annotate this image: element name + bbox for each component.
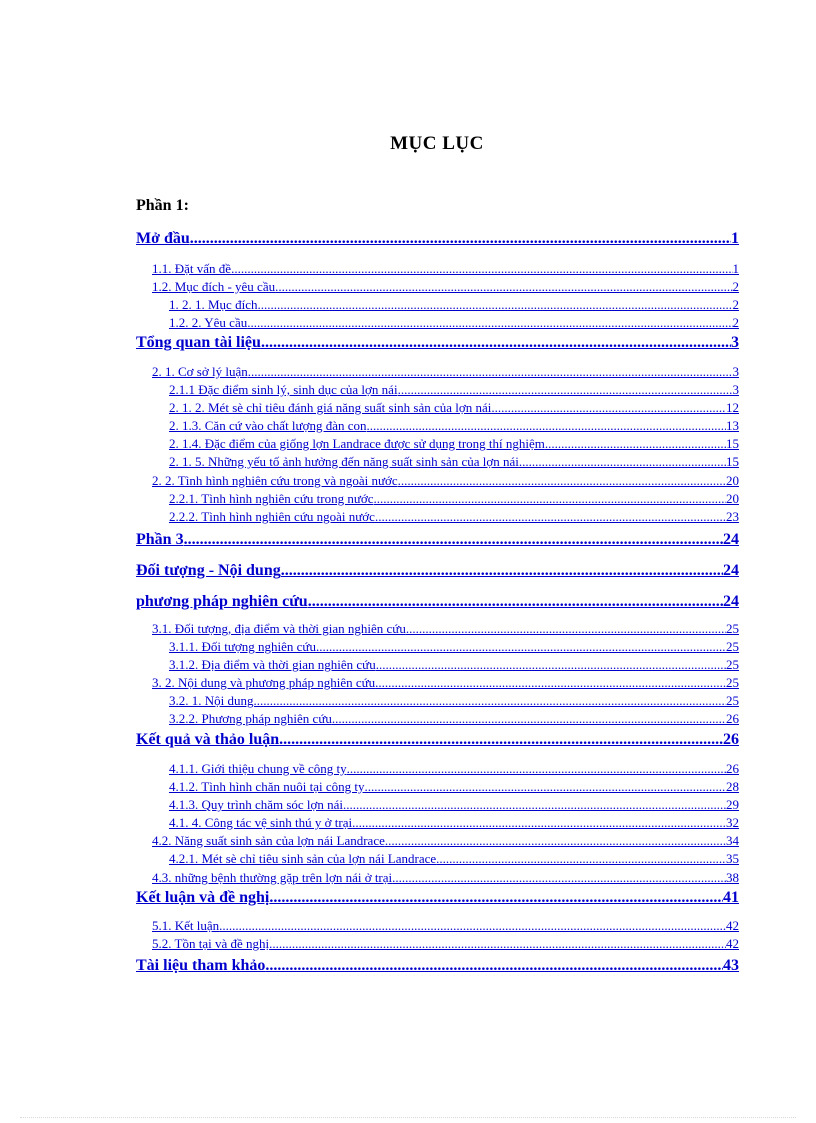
toc-entry-label: 5.1. Kết luận bbox=[152, 918, 220, 933]
toc-entry-label: 2. 1. 2. Mét sè chỉ tiêu đánh giá năng suất sinh sản của lợn nái bbox=[169, 400, 492, 415]
toc-dot-leader bbox=[375, 675, 726, 691]
toc-entry-page-number: 13 bbox=[726, 418, 739, 433]
toc-entry[interactable] bbox=[169, 657, 739, 673]
toc-entry-label: Mở đầu bbox=[136, 230, 190, 247]
toc-entry[interactable] bbox=[136, 333, 739, 353]
toc-entry[interactable] bbox=[169, 815, 739, 831]
toc-entry-label: 5.2. Tồn tại và đề nghị bbox=[152, 936, 270, 951]
toc-entry-label: 2. 1. Cơ sở lý luận bbox=[152, 364, 248, 379]
toc-dot-leader bbox=[248, 364, 733, 380]
toc-dot-leader bbox=[269, 936, 726, 952]
toc-dot-leader bbox=[352, 815, 726, 831]
toc-entry[interactable] bbox=[136, 561, 739, 581]
toc-entry[interactable] bbox=[169, 418, 739, 434]
toc-dot-leader bbox=[190, 229, 731, 249]
toc-entry[interactable] bbox=[152, 918, 739, 934]
toc-entry-label: 4.2.1. Mét sè chỉ tiêu sinh sản của lợn nái Landrace bbox=[169, 851, 437, 866]
toc-entry-page-number: 2 bbox=[732, 297, 739, 312]
toc-entry[interactable] bbox=[152, 279, 739, 295]
toc-entry-page-number: 25 bbox=[726, 693, 739, 708]
toc-entry-page-number: 38 bbox=[726, 870, 739, 885]
toc-entry-page-number: 1 bbox=[731, 230, 739, 247]
toc-entry-page-number: 25 bbox=[726, 657, 739, 672]
toc-entry-page-number: 3 bbox=[732, 382, 739, 397]
toc-entry-page-number: 20 bbox=[726, 473, 739, 488]
toc-entry-page-number: 3 bbox=[731, 334, 739, 351]
toc-entry[interactable] bbox=[169, 400, 739, 416]
toc-dot-leader bbox=[261, 333, 731, 353]
toc-dot-leader bbox=[376, 657, 726, 673]
toc-dot-leader bbox=[398, 382, 733, 398]
toc-entry-label: 4.1. 4. Công tác vệ sinh thú y ở trại bbox=[169, 815, 353, 830]
toc-entry-page-number: 42 bbox=[726, 936, 739, 951]
toc-entry-label: 4.1.2. Tình hình chăn nuôi tại công ty bbox=[169, 779, 365, 794]
toc-entry[interactable] bbox=[136, 530, 739, 550]
page-title: MỤC LỤC bbox=[390, 133, 484, 154]
toc-dot-leader bbox=[436, 851, 726, 867]
toc-dot-leader bbox=[491, 400, 726, 416]
toc-dot-leader bbox=[265, 956, 723, 976]
toc-entry-label: 2.2.2. Tình hình nghiên cứu ngoài nước bbox=[169, 509, 375, 524]
toc-entry-label: phương pháp nghiên cứu bbox=[136, 593, 308, 610]
toc-entry[interactable] bbox=[169, 491, 739, 507]
toc-entry[interactable] bbox=[152, 870, 739, 886]
toc-entry[interactable] bbox=[169, 315, 739, 331]
toc-entry-label: 3.1.1. Đối tượng nghiên cứu bbox=[169, 639, 316, 654]
toc-entry-page-number: 26 bbox=[726, 761, 739, 776]
toc-dot-leader bbox=[184, 530, 723, 550]
toc-dot-leader bbox=[332, 711, 726, 727]
toc-entry[interactable] bbox=[136, 592, 739, 612]
toc-entry-page-number: 25 bbox=[726, 621, 739, 636]
toc-entry[interactable] bbox=[152, 936, 739, 952]
toc-dot-leader bbox=[398, 473, 726, 489]
toc-entry-label: Tổng quan tài liệu bbox=[136, 334, 261, 351]
toc-entry-page-number: 3 bbox=[732, 364, 739, 379]
toc-entry-page-number: 24 bbox=[723, 593, 739, 610]
toc-dot-leader bbox=[281, 561, 723, 581]
toc-entry-page-number: 42 bbox=[726, 918, 739, 933]
toc-entry-label: 2.2.1. Tình hình nghiên cứu trong nước bbox=[169, 491, 374, 506]
toc-entry-label: 3.2. 1. Nội dung bbox=[169, 693, 254, 708]
toc-dot-leader bbox=[316, 639, 726, 655]
toc-entry-page-number: 25 bbox=[726, 639, 739, 654]
toc-dot-leader bbox=[269, 888, 723, 908]
toc-entry-label: 1.1. Đặt vấn đề bbox=[152, 261, 232, 276]
toc-entry[interactable] bbox=[169, 711, 739, 727]
toc-entry[interactable] bbox=[169, 382, 739, 398]
toc-entry[interactable] bbox=[136, 730, 739, 750]
toc-entry-label: 4.1.3. Quy trình chăm sóc lợn nái bbox=[169, 797, 344, 812]
toc-entry[interactable] bbox=[152, 675, 739, 691]
toc-entry-label: Phần 3 bbox=[136, 531, 184, 548]
toc-entry-page-number: 12 bbox=[726, 400, 739, 415]
toc-entry-page-number: 43 bbox=[723, 957, 739, 974]
toc-dot-leader bbox=[392, 870, 726, 886]
toc-dot-leader bbox=[343, 797, 726, 813]
page-bottom-divider bbox=[20, 1117, 796, 1119]
toc-entry[interactable] bbox=[169, 693, 739, 709]
toc-entry-page-number: 24 bbox=[723, 531, 739, 548]
toc-entry-label: Tài liệu tham khảo bbox=[136, 957, 266, 974]
toc-entry-label: 1.2. 2. Yêu cầu bbox=[169, 315, 248, 330]
toc-entry-label: 3.1.2. Địa điểm và thời gian nghiên cứu bbox=[169, 657, 376, 672]
toc-entry-page-number: 29 bbox=[726, 797, 739, 812]
toc-entry-page-number: 20 bbox=[726, 491, 739, 506]
toc-entry-page-number: 2 bbox=[732, 279, 739, 294]
toc-entry-label: 3.2.2. Phương pháp nghiên cứu bbox=[169, 711, 332, 726]
toc-entry-label: 2. 1.4. Đặc điểm của giống lợn Landrace được sử dụng trong thí nghiệm bbox=[169, 436, 545, 451]
toc-dot-leader bbox=[254, 693, 727, 709]
toc-entry-label: 3. 2. Nội dung và phương pháp nghiên cứu bbox=[152, 675, 376, 690]
toc-entry-label: 2. 1.3. Căn cứ vào chất lượng đàn con bbox=[169, 418, 367, 433]
toc-dot-leader bbox=[257, 297, 732, 313]
toc-dot-leader bbox=[519, 454, 726, 470]
toc-entry[interactable] bbox=[152, 833, 739, 849]
toc-entry[interactable] bbox=[152, 473, 739, 489]
toc-entry-label: 2. 2. Tình hình nghiên cứu trong và ngoài nước bbox=[152, 473, 398, 488]
toc-entry[interactable] bbox=[169, 779, 739, 795]
toc-entry[interactable] bbox=[169, 509, 739, 525]
toc-entry[interactable] bbox=[169, 761, 739, 777]
toc-entry-label: Kết luận và đề nghị bbox=[136, 889, 270, 906]
toc-entry-page-number: 26 bbox=[723, 731, 739, 748]
toc-dot-leader bbox=[367, 418, 726, 434]
toc-entry-label: Đối tượng - Nội dung bbox=[136, 562, 281, 579]
toc-entry[interactable] bbox=[136, 956, 739, 976]
toc-entry[interactable] bbox=[152, 364, 739, 380]
toc-entry-page-number: 34 bbox=[726, 833, 739, 848]
toc-entry[interactable] bbox=[169, 639, 739, 655]
toc-entry[interactable] bbox=[169, 436, 739, 452]
toc-entry-page-number: 35 bbox=[726, 851, 739, 866]
toc-entry-page-number: 28 bbox=[726, 779, 739, 794]
toc-entry-page-number: 26 bbox=[726, 711, 739, 726]
toc-entry[interactable] bbox=[136, 229, 739, 249]
toc-entry-label: Kết quả và thảo luận bbox=[136, 731, 280, 748]
toc-entry-label: 4.2. Năng suất sinh sản của lợn nái Landrace bbox=[152, 833, 385, 848]
toc-entry-label: 2. 1. 5. Những yếu tố ảnh hưởng đến năng suất sinh sản của lợn nái bbox=[169, 454, 519, 469]
toc-entry[interactable] bbox=[136, 888, 739, 908]
toc-dot-leader bbox=[219, 918, 726, 934]
toc-entry-page-number: 15 bbox=[726, 454, 739, 469]
toc-dot-leader bbox=[347, 761, 726, 777]
toc-entry-page-number: 1 bbox=[732, 261, 739, 276]
toc-entry-page-number: 25 bbox=[726, 675, 739, 690]
toc-entry[interactable] bbox=[169, 851, 739, 867]
toc-entry-page-number: 23 bbox=[726, 509, 739, 524]
toc-entry-page-number: 2 bbox=[732, 315, 739, 330]
toc-dot-leader bbox=[275, 279, 732, 295]
toc-entry-page-number: 32 bbox=[726, 815, 739, 830]
toc-entry[interactable] bbox=[152, 261, 739, 277]
toc-dot-leader bbox=[375, 509, 726, 525]
toc-entry-page-number: 15 bbox=[726, 436, 739, 451]
toc-entry[interactable] bbox=[169, 454, 739, 470]
toc-entry-label: 3.1. Đối tượng, địa điểm và thời gian nghiên cứu bbox=[152, 621, 406, 636]
toc-dot-leader bbox=[374, 491, 726, 507]
toc-entry-label: 4.3. những bệnh thường gặp trên lợn nái ở trại bbox=[152, 870, 393, 885]
toc-entry-label: 1. 2. 1. Mục đích bbox=[169, 297, 258, 312]
part-label: Phần 1: bbox=[136, 197, 189, 214]
toc-dot-leader bbox=[247, 315, 732, 331]
toc-entry-label: 2.1.1 Đặc điểm sinh lý, sinh dục của lợn nái bbox=[169, 382, 398, 397]
toc-entry-label: 4.1.1. Giới thiệu chung về công ty bbox=[169, 761, 347, 776]
toc-dot-leader bbox=[279, 730, 723, 750]
toc-entry-page-number: 24 bbox=[723, 562, 739, 579]
toc-dot-leader bbox=[308, 592, 723, 612]
toc-entry[interactable] bbox=[169, 297, 739, 313]
toc-entry-page-number: 41 bbox=[723, 889, 739, 906]
toc-entry[interactable] bbox=[169, 797, 739, 813]
toc-entry-label: 1.2. Mục đích - yêu cầu bbox=[152, 279, 276, 294]
toc-entry[interactable] bbox=[152, 621, 739, 637]
toc-dot-leader bbox=[406, 621, 726, 637]
toc-dot-leader bbox=[231, 261, 732, 277]
toc-dot-leader bbox=[385, 833, 726, 849]
toc-dot-leader bbox=[545, 436, 726, 452]
toc-dot-leader bbox=[364, 779, 726, 795]
